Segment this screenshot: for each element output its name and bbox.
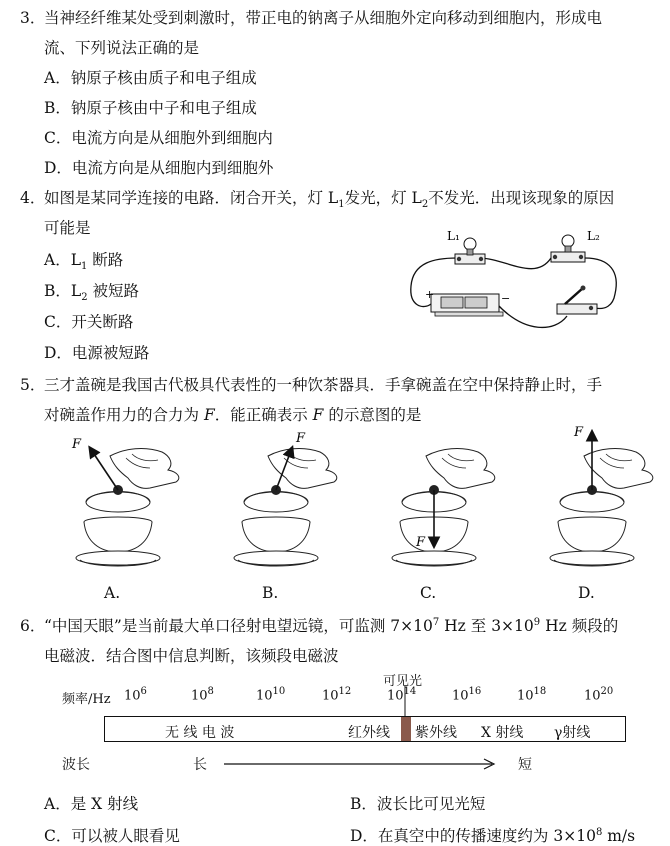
q6-number: 6． [20,617,46,635]
q6-stem-line2: 电磁波．结合图中信息判断，该频段电磁波 [44,647,339,665]
q6-stem-line1: “中国天眼”是当前最大单口径射电望远镜，可监测 $7\times 10^7$ Hz 至 $3\times 10^9$ Hz 频段的 [44,616,619,635]
band-infrared: 红外线 [348,725,390,741]
frequency-tick-6: $10^6$ [124,686,147,704]
force-label-c: F [416,535,426,550]
q5-teacup-figures [40,418,660,586]
l2-label: L₂ [587,229,600,243]
l1-label: L₁ [447,229,460,243]
frequency-tick-18: $10^{18}$ [517,686,547,704]
q5-stem-line2: 对碗盖作用力的合力为 F．能正确表示 F 的示意图的是 [44,406,422,424]
q3-option-b: B．钠原子核由中子和电子组成 [44,99,257,117]
q3-stem-line1: 当神经纤维某处受到刺激时，带正电的钠离子从细胞外定向移动到细胞内，形成电 [44,9,603,27]
q4-option-c: C．开关断路 [44,313,134,331]
cup-caption-b: B. [262,584,279,602]
frequency-tick-16: $10^{16}$ [452,686,482,704]
cup-caption-d: D. [578,584,595,602]
wavelength-short: 短 [518,757,532,773]
cup-d [550,425,653,566]
force-label-b: F [296,431,306,446]
cup-c [392,449,495,566]
cup-caption-a: A. [104,584,121,602]
battery-plus: + [425,288,435,301]
band-radio: 无 线 电 波 [165,725,235,741]
band-xray: X 射线 [481,725,524,741]
band-gamma: γ射线 [554,725,591,741]
band-ultraviolet: 紫外线 [415,725,457,741]
q4-option-d: D．电源被短路 [44,344,150,362]
q4-stem-line2: 可能是 [44,219,91,237]
q6-option-a: A．是 X 射线 [44,795,139,813]
frequency-label: 频率/Hz [62,692,111,707]
battery-minus: − [501,292,511,305]
frequency-tick-14: $10^{14}$ [387,686,417,704]
frequency-tick-8: $10^8$ [191,686,214,704]
wavelength-long: 长 [193,757,207,773]
q3-stem-line2: 流、下列说法正确的是 [44,39,200,57]
q5-number: 5． [20,376,46,394]
lamp-l2 [551,235,585,262]
visible-light-label: 可见光 [383,674,423,689]
q3-number: 3． [20,9,46,27]
q4-option-b: B．$L_2$ 被短路 [44,282,139,304]
q6-option-b: B．波长比可见光短 [350,795,486,813]
q4-stem-line1: 如图是某同学连接的电路．闭合开关，灯 $L_1$发光，灯 $L_2$不发光．出现该现象的原因 [44,189,615,211]
q4-option-a: A．$L_1$ 断路 [44,251,124,273]
force-label-a: F [72,437,82,452]
visible-light-pointer [395,686,415,718]
visible-band [401,717,411,741]
cup-b [234,431,337,566]
wavelength-arrow [222,757,502,771]
cup-caption-c: C. [420,584,437,602]
q5-stem-line1: 三才盖碗是我国古代极具代表性的一种饮茶器具．手拿碗盖在空中保持静止时，手 [44,376,603,394]
wavelength-label: 波长 [62,757,90,773]
frequency-tick-20: $10^{20}$ [584,686,614,704]
q6-option-d: D．在真空中的传播速度约为 $3\times 10^8$ m/s [350,826,636,845]
q4-circuit-figure [405,222,645,332]
q3-option-d: D．电流方向是从细胞内到细胞外 [44,159,274,177]
force-label-d: F [574,425,584,440]
switch [557,286,597,315]
q3-option-c: C．电流方向是从细胞外到细胞内 [44,129,273,147]
cup-a [71,437,179,566]
q6-option-c: C．可以被人眼看见 [44,827,180,845]
q3-option-a: A．钠原子核由质子和电子组成 [44,69,257,87]
frequency-tick-10: $10^{10}$ [256,686,286,704]
q4-number: 4． [20,189,46,207]
frequency-tick-12: $10^{12}$ [322,686,352,704]
battery-holder [431,294,503,316]
